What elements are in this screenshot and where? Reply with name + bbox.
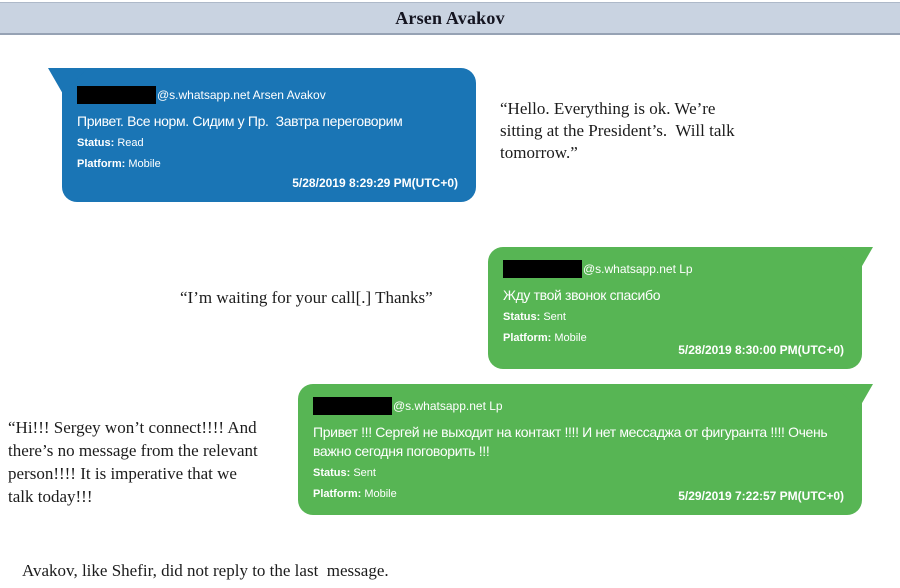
translation-line: “Hi!!! Sergey won’t connect!!!! And (8, 418, 257, 437)
translation-line: there’s no message from the relevant (8, 441, 258, 460)
translation-line: sitting at the President’s. Will talk (500, 121, 735, 140)
section-header-bar (0, 2, 900, 35)
status-value: Read (114, 137, 144, 149)
chat-bubble-incoming (62, 68, 476, 202)
status-line (77, 135, 460, 152)
status-line (313, 465, 852, 482)
platform-value: Mobile (551, 332, 587, 344)
platform-label: Platform: (77, 158, 126, 170)
translation-line: tomorrow.” (500, 143, 578, 162)
status-value: Sent (350, 467, 376, 479)
translation-text (180, 287, 433, 309)
redacted-phone-number (503, 260, 582, 278)
message-body: Жду твой звонок спасибо (503, 287, 661, 303)
translation-line: “I’m waiting for your call[.] Thanks” (180, 288, 433, 307)
sender-line (313, 397, 852, 415)
platform-line (77, 156, 460, 173)
translation-line: “Hello. Everything is ok. We’re (500, 99, 716, 118)
translation-line: person!!!! It is imperative that we (8, 464, 237, 483)
platform-label: Platform: (503, 332, 552, 344)
page-title: Arsen Avakov (395, 7, 505, 28)
redacted-phone-number (77, 86, 156, 104)
chat-bubble-outgoing (298, 384, 862, 515)
status-label: Status: (313, 467, 351, 479)
platform-value: Mobile (361, 488, 397, 500)
message-body: Привет !!! Сергей не выходит на контакт !!!! И нет мессаджа от фигуранта !!!! Очень важно сегодня поговорить !!! (313, 424, 831, 459)
translation-text (500, 98, 735, 164)
message-timestamp: 5/28/2019 8:29:29 PM(UTC+0) (292, 176, 458, 190)
chat-bubble-outgoing (488, 247, 862, 369)
status-value: Sent (540, 311, 566, 323)
redacted-phone-number (313, 397, 392, 415)
status-label: Status: (77, 137, 115, 149)
translation-line: talk today!!! (8, 487, 93, 506)
platform-value: Mobile (125, 158, 161, 170)
sender-line (77, 86, 460, 104)
footer-note: Avakov, like Shefir, did not reply to the last message. (22, 561, 389, 580)
status-line (503, 309, 846, 326)
message-timestamp: 5/29/2019 7:22:57 PM(UTC+0) (678, 489, 844, 503)
sender-address: @s.whatsapp.net Arsen Avakov (157, 88, 326, 102)
message-body: Привет. Все норм. Сидим у Пр. Завтра переговорим (77, 113, 403, 129)
translation-text (8, 416, 258, 508)
message-timestamp: 5/28/2019 8:30:00 PM(UTC+0) (678, 343, 844, 357)
sender-line (503, 260, 846, 278)
sender-address: @s.whatsapp.net Lp (583, 262, 693, 276)
sender-address: @s.whatsapp.net Lp (393, 399, 503, 413)
status-label: Status: (503, 311, 541, 323)
platform-label: Platform: (313, 488, 362, 500)
